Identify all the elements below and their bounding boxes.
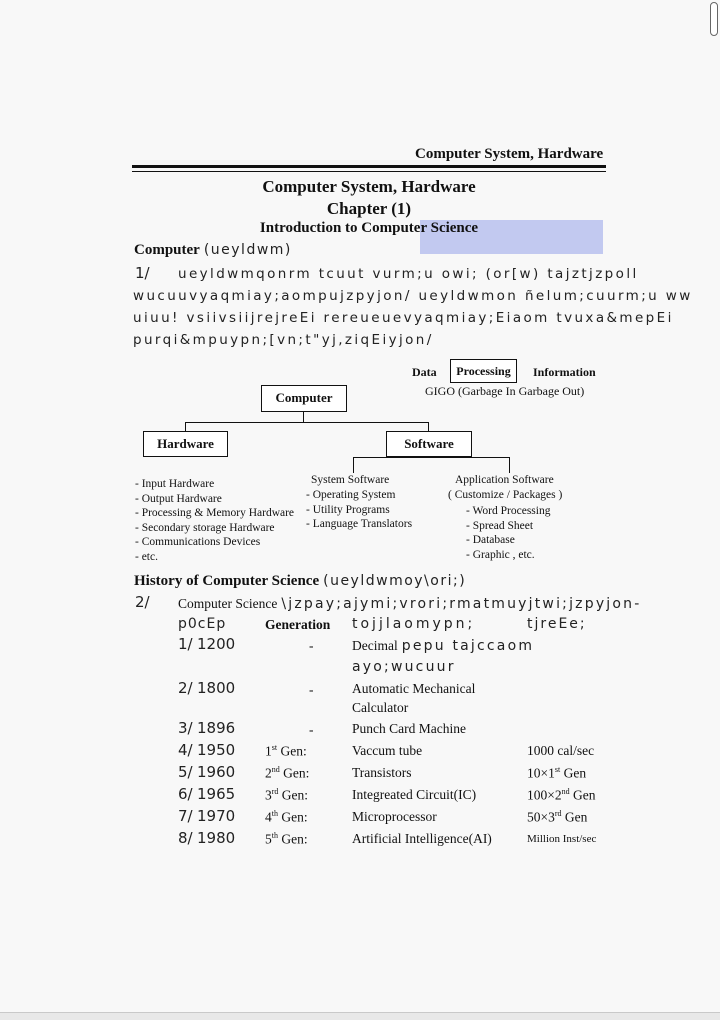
row-gen: 1st Gen: [265,743,307,759]
row-gen: 5th Gen: [265,831,308,847]
paragraph-line: purqi&mpuypn;[vn;t"yj,ziqEiyjon/ [133,332,434,348]
list-item: - Language Translators [306,518,413,531]
list-item: - Input Hardware [135,478,215,490]
row-no: 2/ [178,679,193,697]
row-year: 1800 [197,679,236,697]
paragraph-line: uiuu! vsiivsiijrejreEi rereueuevyaqmiay;Eiaom tvuxa&mepEi [133,310,674,326]
section-title: Introduction to Computer Science [259,220,479,236]
row-no: 8/ [178,829,193,847]
row-desc: Automatic Mechanical [352,681,476,696]
computer-heading-mm: (ueyldwm) [203,242,292,258]
list-item: - Database [466,534,515,547]
history-heading: History of Computer Science [134,573,320,589]
computer-root-box: Computer [261,385,347,412]
row-speed: 100×2nd Gen [527,787,596,803]
computer-heading-row [134,241,292,259]
row-no: 6/ [178,785,193,803]
row-no: 1/ [178,635,193,653]
col-desc-mm: tojjlaomypn; [352,616,476,632]
row-speed: 10×1st Gen [527,765,587,781]
list-item: - Spread Sheet [466,519,534,532]
page-bottom-edge [0,1012,720,1020]
history-item-number: 2/ [135,593,150,611]
application-software-subtitle: ( Customize / Packages ) [448,489,563,501]
row-desc: Vaccum tube [352,743,423,758]
connector [353,457,354,473]
list-item: - etc. [135,550,158,563]
row-desc: Punch Card Machine [352,721,466,736]
computer-heading: Computer [134,242,200,258]
history-intro-row [178,595,641,613]
row-no: 5/ [178,763,193,781]
gigo-note: GIGO (Garbage In Garbage Out) [425,384,585,398]
ipo-processing-box: Processing [450,359,517,383]
header-rule-thick [132,165,606,168]
scroll-thumb[interactable] [710,2,718,36]
item-number: 1/ [135,264,150,282]
connector [428,457,429,458]
scrollbar[interactable] [708,0,720,48]
header-rule-thin [132,171,606,172]
row-gen: 3rd Gen: [265,787,309,803]
row-gen: - [309,638,314,653]
chapter-title: Chapter (1) [326,199,412,218]
hardware-box: Hardware [143,431,228,457]
ipo-information: Information [533,365,596,379]
row-desc-line2: Calculator [352,700,409,715]
col-year-mm: p0cEp [178,616,227,632]
software-box: Software [386,431,472,457]
running-header: Computer System, Hardware [415,146,604,162]
row-no: 4/ [178,741,193,759]
col-speed-mm: tjreEe; [527,616,587,632]
col-generation: Generation [265,617,331,632]
row-year: 1950 [197,741,236,759]
paragraph-line: wucuuvyaqmiay;aompujzpyjon/ ueyldwmon ñelum;cuurm;u ww [133,288,693,304]
paragraph-line: ueyldwmqonrm tcuut vurm;u owi; (or[w) tajztjzpoll [178,266,639,282]
row-desc: Artificial Intelligence(AI) [352,831,492,846]
row-speed: Million Inst/sec [527,833,597,845]
list-item: - Processing & Memory Hardware [135,507,295,520]
row-gen: 4th Gen: [265,809,308,825]
row-desc: Microprocessor [352,809,437,824]
connector [509,457,510,473]
row-no: 3/ [178,719,193,737]
history-intro-mm: \jzpay;ajymi;vrori;rmatmuyjtwi;jzpyjon- [281,596,642,612]
list-item: - Operating System [306,489,396,501]
row-desc: Transistors [352,765,412,780]
history-heading-mm: (ueyldwmoy\ori;) [323,573,467,589]
connector [185,422,429,423]
row-year: 1200 [197,635,236,653]
hardware-list [135,477,294,565]
row-speed: 1000 cal/sec [527,743,595,758]
application-software-title: Application Software [455,474,554,486]
row-year: 1980 [197,829,236,847]
row-desc-line2: ayo;wucuur [352,659,456,675]
document-title: Computer System, Hardware [262,177,476,196]
ipo-data: Data [412,365,437,379]
system-software-list [306,488,412,532]
row-year: 1896 [197,719,236,737]
connector [185,422,186,431]
connector [353,457,509,458]
list-item: - Graphic , etc. [466,548,535,561]
row-year: 1960 [197,763,236,781]
row-year: 1970 [197,807,236,825]
row-desc: Decimal pepu tajccaom [352,638,535,654]
row-gen: 2nd Gen: [265,765,310,781]
system-software-title: System Software [311,474,390,486]
list-item: - Secondary storage Hardware [135,521,275,534]
row-desc: Integreated Circuit(IC) [352,787,477,802]
row-speed: 50×3rd Gen [527,809,588,825]
connector [428,422,429,431]
history-intro-en: Computer Science [178,596,278,611]
list-item: - Communications Devices [135,536,261,549]
list-item: - Utility Programs [306,503,390,516]
row-no: 7/ [178,807,193,825]
list-item: - Output Hardware [135,492,222,505]
row-year: 1965 [197,785,236,803]
row-gen: - [309,682,314,697]
list-item: - Word Processing [466,505,551,517]
row-gen: - [309,722,314,737]
application-software-list [466,504,550,562]
history-heading-row [134,572,466,590]
